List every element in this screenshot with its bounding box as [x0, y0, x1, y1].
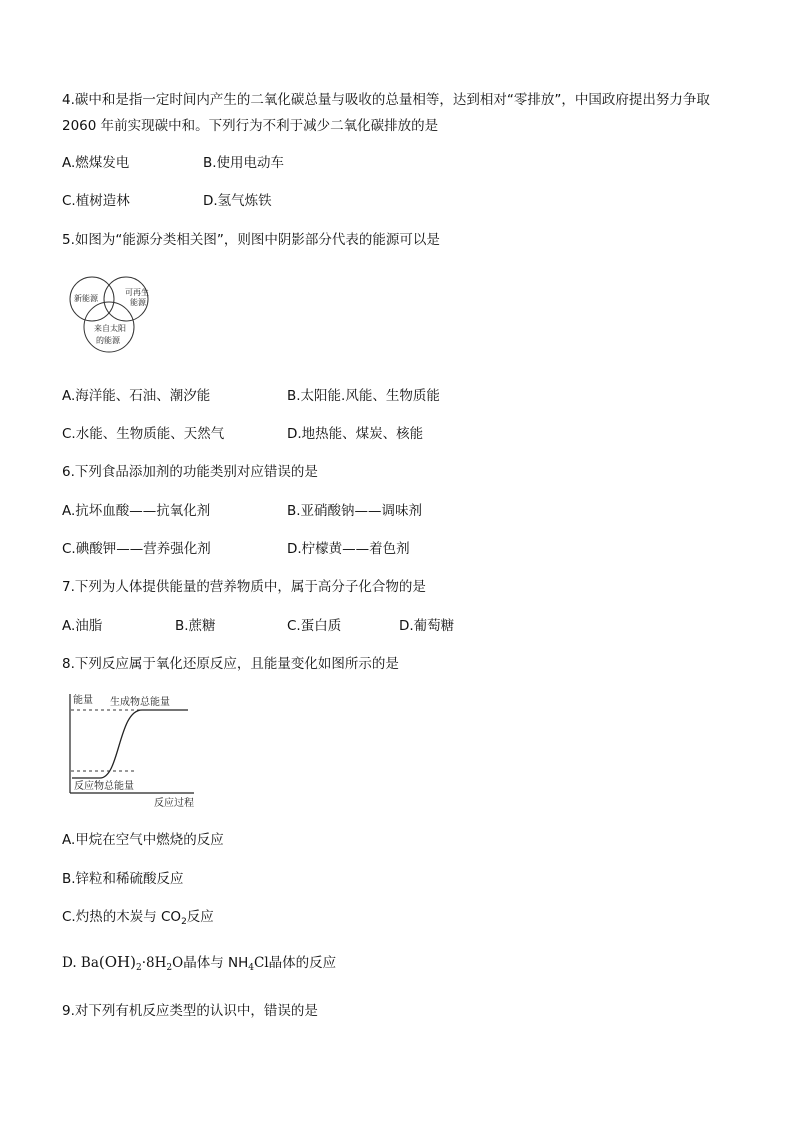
q8-option-d-hydroxide: (OH) — [98, 953, 136, 971]
q8-option-b: B.锌粒和稀硫酸反应 — [62, 871, 184, 887]
venn-label-renewable-1: 可再生 — [125, 288, 149, 297]
q5-stem: 5.如图为“能源分类相关图”，则图中阴影部分代表的能源可以是 — [62, 232, 440, 248]
q4-option-b: B.使用电动车 — [203, 155, 285, 171]
q5-option-c: C.水能、生物质能、天然气 — [62, 426, 225, 442]
q4-stem-line1: 4.碳中和是指一定时间内产生的二氧化碳总量与吸收的总量相等，达到相对“零排放”，中国政府提出努力争取 — [62, 92, 710, 108]
q8-option-d-prefix: D. Ba — [62, 955, 99, 971]
q4-option-d: D.氢气炼铁 — [203, 193, 272, 209]
q8-option-c-subscript: 2 — [181, 917, 187, 927]
reaction-process-label: 反应过程 — [154, 798, 194, 808]
q9-stem: 9.对下列有机反应类型的认识中，错误的是 — [62, 1003, 318, 1019]
q4-option-a: A.燃煤发电 — [62, 155, 130, 171]
q7-option-d: D.葡萄糖 — [399, 618, 455, 634]
q7-stem: 7.下列为人体提供能量的营养物质中，属于高分子化合物的是 — [62, 579, 426, 595]
q8-option-c-text: C.灼热的木炭与 CO — [62, 909, 182, 925]
venn-label-renewable-2: 能源 — [130, 298, 146, 307]
q8-option-a: A.甲烷在空气中燃烧的反应 — [62, 832, 224, 848]
q5-option-d: D.地热能、煤炭、核能 — [287, 426, 424, 442]
q6-stem: 6.下列食品添加剂的功能类别对应错误的是 — [62, 464, 318, 480]
q8-option-c — [62, 907, 214, 932]
q7-option-a: A.油脂 — [62, 618, 103, 634]
reactant-energy-label: 反应物总能量 — [74, 781, 134, 792]
q8-option-d-oxygen: O — [172, 955, 184, 971]
q8-option-d — [62, 952, 336, 978]
q6-option-d: D.柠檬黄——着色剂 — [287, 541, 410, 557]
q8-option-d-h-sub: 2 — [166, 963, 173, 973]
q8-option-d-water: ·8H — [141, 955, 167, 971]
energy-curve — [72, 710, 188, 778]
venn-label-solar-1: 来自太阳 — [94, 324, 126, 333]
q8-stem: 8.下列反应属于氧化还原反应，且能量变化如图所示的是 — [62, 656, 399, 672]
q7-option-b: B.蔗糖 — [175, 618, 216, 634]
q4-option-c: C.植树造林 — [62, 193, 130, 209]
q8-option-d-nh-sub: 4 — [248, 963, 254, 973]
q6-option-a: A.抗坏血酸——抗氧化剂 — [62, 503, 211, 519]
product-energy-label: 生成物总能量 — [110, 697, 170, 708]
q5-option-a: A.海洋能、石油、潮汐能 — [62, 388, 211, 404]
q8-option-d-text2: 晶体的反应 — [268, 955, 337, 971]
q8-option-d-text1: 晶体与 NH — [183, 955, 249, 971]
q8-option-d-chloride: Cl — [253, 955, 269, 971]
q4-stem-line2: 2060 年前实现碳中和。下列行为不利于减少二氧化碳排放的是 — [62, 118, 439, 134]
energy-change-diagram — [60, 690, 200, 808]
energy-venn-diagram — [64, 272, 160, 360]
venn-label-solar-2: 的能源 — [96, 336, 120, 345]
q6-option-b: B.亚硝酸钠——调味剂 — [287, 503, 423, 519]
q7-option-c: C.蛋白质 — [287, 618, 342, 634]
q5-option-b: B.太阳能.风能、生物质能 — [287, 388, 440, 404]
venn-label-new-energy: 新能源 — [74, 294, 98, 303]
q8-option-c-tail: 反应 — [186, 909, 214, 925]
q8-option-d-oh-sub: 2 — [136, 963, 142, 973]
q6-option-c: C.碘酸钾——营养强化剂 — [62, 541, 211, 557]
energy-axis-label: 能量 — [73, 695, 93, 706]
